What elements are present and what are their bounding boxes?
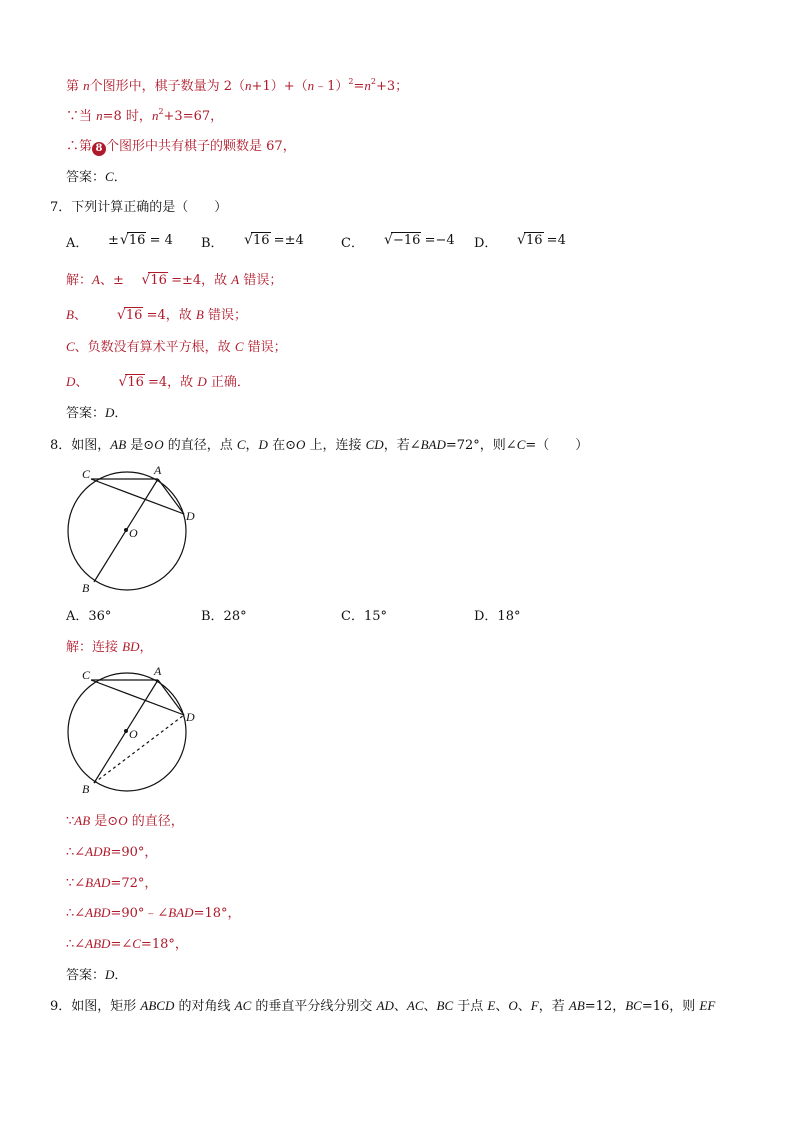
q7-solution-c: C、负数没有算术平方根，故 C 错误； [66,339,287,355]
q7-option-b[interactable]: B． [201,236,224,251]
prev-line-2: ∵当 n=8 时，$n^2+3=67$， [66,107,224,124]
prev-answer: 答案：C． [66,169,127,185]
label-d: D [186,710,195,724]
sqrt-symbol: √ −16 [384,232,421,248]
label-o: O [129,526,138,540]
q7-solution-b: B、 √ 16 =4，故 B 错误； [66,307,247,323]
chord-cd [91,479,184,514]
q9-stem: 9．如图，矩形 ABCD 的对角线 AC 的垂直平分线分别交 AD、AC、BC 于点 E、O、F，若 AB=12，BC=16，则 EF [50,998,716,1014]
dashed-bd [94,715,184,783]
q8-step-2: ∴∠ADB=90°， [66,844,158,860]
q7-option-a-expr: ± √ 16 = 4 [108,232,173,248]
q8-circle-figure [60,462,200,597]
q7-option-a[interactable]: A． [66,236,89,251]
label-a: A [154,664,162,678]
q8-option-d[interactable]: D．18° [474,609,521,624]
label-d: D [186,509,195,523]
label-c: C [82,668,91,682]
q8-option-a[interactable]: A．36° [66,609,112,624]
sqrt-symbol: √ 16 [116,307,143,323]
q7-answer: 答案：D． [66,405,128,421]
q7-option-c[interactable]: C． [341,236,364,251]
q7-solution-a: 解：A、± √ 16 =±4，故 A 错误； [66,272,283,288]
q7-stem: 7．下列计算正确的是（ ） [50,200,228,215]
q7-option-d-expr: √ 16 =4 [517,232,566,248]
q8-step-1: ∵AB 是⊙O 的直径， [66,813,184,829]
label-b: B [82,581,90,595]
center-point [124,528,128,532]
q7-solution-d: D、 √ 16 =4，故 D 正确． [66,374,250,390]
circled-number-icon: 8 [92,142,106,156]
q8-step-4: ∴∠ABD=90°﹣∠BAD=18°， [66,905,241,921]
sqrt-symbol: √ 16 [244,232,270,248]
q7-option-b-expr: √ 16 =±4 [244,232,304,248]
q8-answer: 答案：D． [66,967,128,983]
label-b: B [82,782,90,796]
q7-option-d[interactable]: D． [474,236,498,251]
sqrt-symbol: √ 16 [119,232,146,248]
label-a: A [154,463,162,477]
prev-line-1: 第 n个图形中，棋子数量为 $2(n+1)+(n﹣1)^2=n^2+3$； [66,77,409,94]
prev-line-3: ∴第 8 个图形中共有棋子的颗数是 67， [66,139,296,154]
center-point [124,729,128,733]
q8-step-5: ∴∠ABD=∠C=18°， [66,936,188,952]
sqrt-symbol: √ 16 [141,272,167,288]
q8-step-3: ∵∠BAD=72°， [66,875,158,891]
sqrt-symbol: √ 16 [118,374,144,390]
q8-option-b[interactable]: B．28° [201,609,247,624]
q8-solution-intro: 解：连接 BD， [66,639,153,655]
q8-stem: 8．如图，AB 是⊙O 的直径，点 C，D 在⊙O 上，连接 CD，若∠BAD=72°，则∠C=（ ） [50,437,589,453]
q8-option-c[interactable]: C．15° [341,609,387,624]
q8-solution-figure [60,663,200,798]
chord-cd [91,680,184,715]
sqrt-symbol: √ 16 [517,232,543,248]
q7-option-c-expr: √ −16 =−4 [384,232,455,248]
label-c: C [82,467,91,481]
label-o: O [129,727,138,741]
